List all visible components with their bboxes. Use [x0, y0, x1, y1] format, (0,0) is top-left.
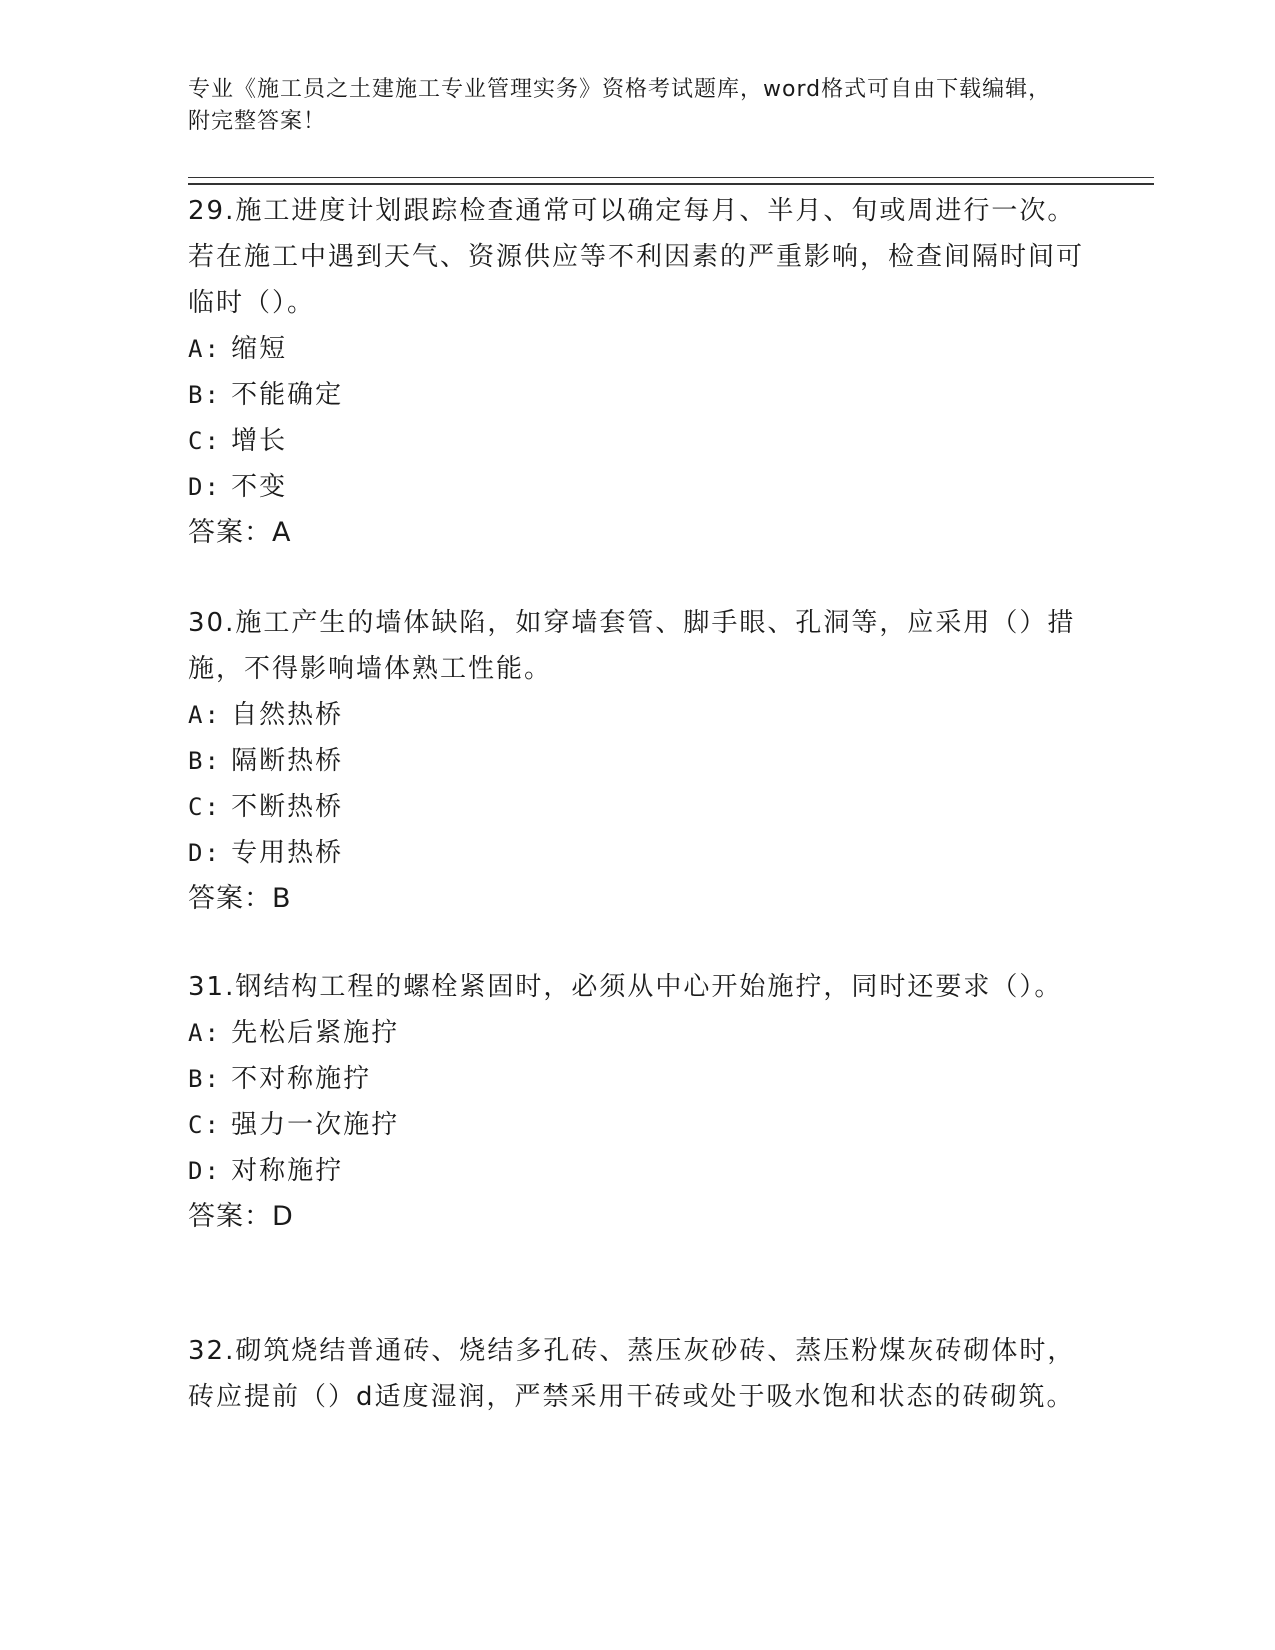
option-label: D:: [188, 1157, 221, 1185]
option-d: [188, 464, 1088, 510]
option-label: B:: [188, 1065, 221, 1093]
question-stem: 31.钢结构工程的螺栓紧固时，必须从中心开始施拧，同时还要求（）。: [188, 972, 1063, 1002]
question-stem: 32.砌筑烧结普通砖、烧结多孔砖、蒸压灰砂砖、蒸压粉煤灰砖砌体时，砖应提前（）d适度湿润，严禁采用干砖或处于吸水饱和状态的砖砌筑。: [188, 1336, 1076, 1412]
question-29: [188, 188, 1088, 556]
option-a: [188, 692, 1088, 738]
question-30: [188, 600, 1088, 922]
option-text: 专用热桥: [231, 838, 344, 868]
option-text: 缩短: [231, 334, 288, 364]
option-text: 不能确定: [231, 380, 344, 410]
option-d: [188, 830, 1088, 876]
answer-line: 答案：A: [188, 517, 292, 548]
option-a: [188, 1010, 1088, 1056]
option-a: [188, 326, 1088, 372]
option-text: 强力一次施拧: [231, 1110, 400, 1140]
option-label: D:: [188, 473, 221, 501]
option-label: A:: [188, 1019, 221, 1047]
option-b: [188, 372, 1088, 418]
option-label: A:: [188, 701, 221, 729]
option-label: B:: [188, 381, 221, 409]
option-label: B:: [188, 747, 221, 775]
option-label: C:: [188, 427, 221, 455]
option-text: 先松后紧施拧: [231, 1018, 400, 1048]
option-label: C:: [188, 793, 221, 821]
question-stem: 29.施工进度计划跟踪检查通常可以确定每月、半月、旬或周进行一次。若在施工中遇到天气、资源供应等不利因素的严重影响，检查间隔时间可临时（）。: [188, 196, 1085, 318]
option-d: [188, 1148, 1088, 1194]
option-b: [188, 1056, 1088, 1102]
answer-line: 答案：D: [188, 1201, 294, 1232]
header-divider-top: [188, 177, 1154, 178]
option-c: [188, 418, 1088, 464]
option-text: 不断热桥: [231, 792, 344, 822]
option-text: 对称施拧: [231, 1156, 344, 1186]
option-text: 自然热桥: [231, 700, 344, 730]
header-divider-bottom: [188, 183, 1154, 185]
option-b: [188, 738, 1088, 784]
question-31: [188, 964, 1088, 1240]
option-label: C:: [188, 1111, 221, 1139]
question-stem: 30.施工产生的墙体缺陷，如穿墙套管、脚手眼、孔洞等，应采用（）措施，不得影响墙体熟工性能。: [188, 608, 1076, 684]
option-text: 隔断热桥: [231, 746, 344, 776]
option-text: 不变: [231, 472, 288, 502]
document-header: 专业《施工员之土建施工专业管理实务》资格考试题库，word格式可自由下载编辑，附完整答案！: [188, 77, 1052, 134]
option-text: 增长: [231, 426, 288, 456]
option-label: A:: [188, 335, 221, 363]
option-c: [188, 784, 1088, 830]
option-label: D:: [188, 839, 221, 867]
question-32: [188, 1328, 1088, 1420]
option-c: [188, 1102, 1088, 1148]
answer-line: 答案：B: [188, 883, 292, 914]
option-text: 不对称施拧: [231, 1064, 372, 1094]
